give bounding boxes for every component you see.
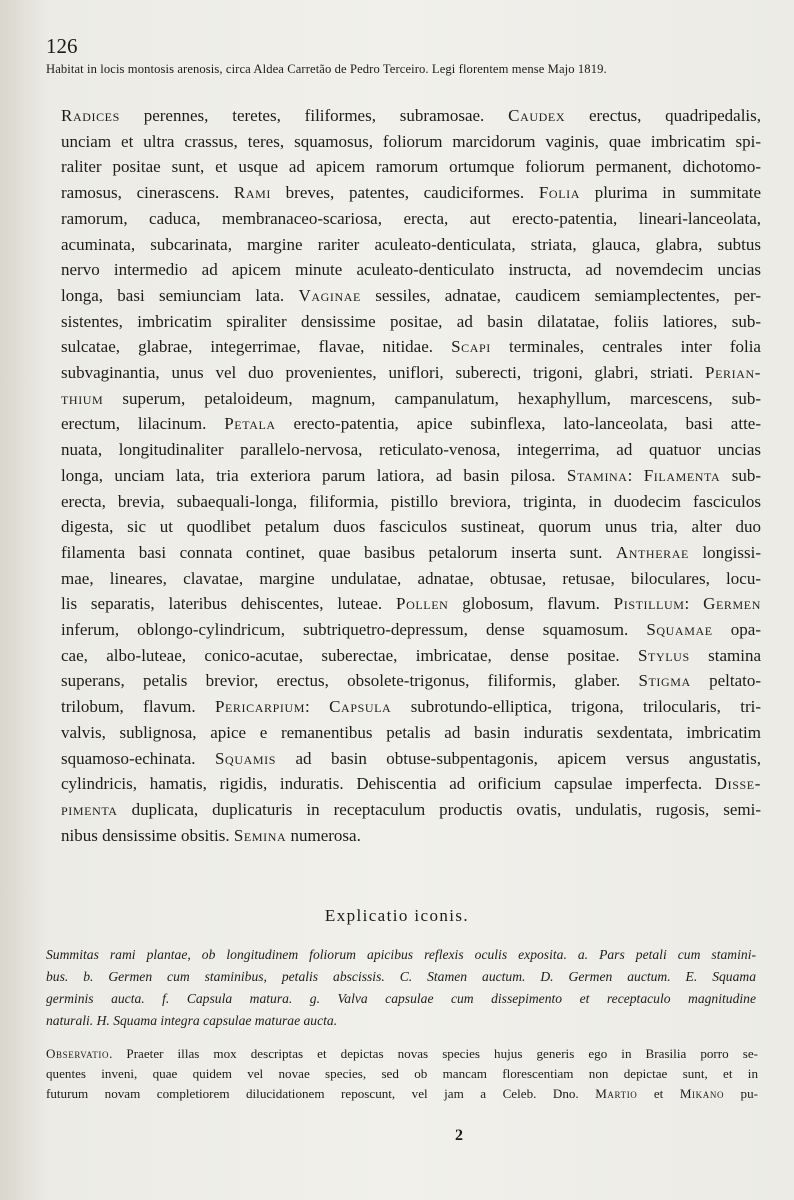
text-run: terminales, centrales inter folia [490, 337, 761, 357]
text-run: unciam et ultra crassus, teres, squamosus, foliorum marcidorum vaginis, quae imbricatim spi- [61, 131, 761, 151]
text-run: duplicata, duplicaturis in receptaculum productis ovatis, undulatis, rugosis, semi- [117, 799, 761, 819]
text-run: squamoso-echinata. [61, 748, 215, 768]
text-run: lis separatis, lateribus dehiscentes, luteae. [61, 594, 397, 614]
small-caps-term: Antherae [615, 542, 689, 562]
text-run: erectus, quadripedalis, [565, 106, 761, 125]
text-run: superans, petalis brevior, erectus, obsolete-trigonus, filiformis, glaber. [61, 671, 639, 691]
text-run: ramorum, caduca, membranaceo-scariosa, erecta, aut erecto-patentia, lineari-lanceolata, [61, 208, 761, 228]
small-caps-term: thium [61, 388, 104, 408]
small-caps-term: Germen [703, 594, 761, 614]
small-caps-term: pimenta [61, 799, 118, 819]
observation-paragraph [46, 1044, 758, 1104]
observatio-line [46, 1064, 758, 1084]
habitat-note: Habitat in locis montosis arenosis, circa Aldea Carretão de Pedro Terceiro. Legi florentem mense Majo 1819. [46, 62, 607, 76]
text-run: raliter positae sunt, et usque ad apicem ramorum ortumque foliorum permanent, dichotomo- [61, 157, 761, 177]
explanation-line: germinis aucta. f. Capsula matura. g. Valva capsulae cum dissepimento et receptaculo magnitudine [46, 991, 756, 1006]
small-caps-term: Pollen [396, 594, 449, 614]
small-caps-term: Vaginae [298, 285, 361, 305]
text-run: sub- [720, 465, 761, 485]
description-line [61, 386, 761, 412]
figure-explanation [46, 944, 756, 1032]
small-caps-term: Scapi [451, 337, 491, 357]
description-line [61, 334, 761, 360]
text-run: perennes, teretes, filiformes, subramosae. [119, 106, 509, 125]
small-caps-term: Semina [233, 825, 287, 845]
text-run: breves, patentes, caudiciformes. [270, 183, 539, 203]
text-run: peltato- [690, 671, 761, 691]
text-run: : [684, 594, 704, 614]
text-run: erecto-patentia, apice subinflexa, lato-lanceolata, basi atte- [275, 414, 762, 434]
text-run: subvaginantia, unus vel duo provenientes, uniflori, suberecti, trigoni, glabri, striati. [61, 363, 706, 383]
text-run: inferum, oblongo-cylindricum, subtriquetro-depressum, dense squamosum. [61, 620, 647, 640]
text-run: . Praeter illas mox descriptas et depictas novas species hujus generis ego in Brasilia porro se- [109, 1046, 758, 1061]
description-line [61, 771, 761, 797]
description-line [61, 129, 761, 155]
text-run: valvis, sublignosa, apice e remanentibus petalis ad basin induratis sexdentata, imbricatim [61, 722, 761, 742]
text-run: globosum, flavum. [448, 594, 614, 614]
small-caps-term: Petala [224, 414, 276, 434]
text-run: longa, basi semiunciam lata. [61, 285, 299, 305]
description-line [61, 823, 761, 849]
text-run: stamina [689, 645, 761, 665]
observatio-line [46, 1044, 758, 1064]
text-run: sulcatae, glabrae, integerrimae, flavae, nitidae. [61, 337, 452, 357]
small-caps-term: Perian- [705, 363, 761, 383]
small-caps-term: Squamae [646, 620, 713, 640]
small-caps-term: Capsula [329, 697, 392, 717]
text-run: sessiles, adnatae, caudicem semiamplectentes, per- [360, 285, 761, 305]
text-run: sistentes, imbricatim spiraliter densissime positae, ad basin dilatatae, foliis latiores, sub- [61, 311, 761, 331]
description-line [61, 643, 761, 669]
small-caps-term: Filamenta [643, 465, 721, 485]
small-caps-term: Caudex [508, 106, 566, 125]
text-run: subrotundo-elliptica, trigona, trilocularis, tri- [391, 697, 761, 717]
text-run: : [305, 697, 330, 717]
description-line [61, 206, 761, 232]
small-caps-term: Radices [61, 106, 120, 125]
text-run: digesta, sic ut quodlibet petalum duos fasciculos sustineat, quorum unus tria, alter duo [61, 517, 761, 537]
description-line [61, 694, 761, 720]
text-run: ad basin obtuse-subpentagonis, apicem versus angustatis, [276, 748, 761, 768]
text-run: nuata, longitudinaliter parallelo-nervosa, reticulato-venosa, integerrima, ad quatuor uncias [61, 440, 761, 460]
text-run: nibus densissime obsitis. [61, 825, 234, 845]
text-run: quentes inveni, quae quidem vel novae species, sed ob mancam florescentiam non depictae sunt, et in [46, 1066, 758, 1081]
small-caps-term: Rami [233, 183, 271, 203]
text-run: numerosa. [286, 825, 361, 845]
small-caps-term: Pericarpium [214, 697, 306, 717]
text-run: plurima in summitate [580, 183, 762, 203]
text-run: cylindricis, hamatis, rigidis, induratis. Dehiscentia ad orificium capsulae imperfecta. [61, 774, 715, 794]
description-line [61, 591, 761, 617]
explanation-line: bus. b. Germen cum staminibus, petalis abscissis. C. Stamen auctum. D. Germen auctum. E. Squama [46, 969, 756, 984]
small-caps-term: Squamis [215, 748, 276, 768]
small-caps-term: Stigma [638, 671, 691, 691]
small-caps-term: Stylus [638, 645, 690, 665]
description-line [61, 514, 761, 540]
small-caps-term: Folia [538, 183, 580, 203]
text-run: acuminata, subcarinata, margine rariter aculeato-denticulata, striata, glauca, glabra, subtus [61, 234, 761, 254]
explanation-line: naturali. H. Squama integra capsulae maturae aucta. [46, 1013, 338, 1028]
text-run: pu- [724, 1086, 759, 1101]
description-line [61, 103, 761, 129]
small-caps-term: Martio [595, 1086, 638, 1101]
signature-mark: 2 [455, 1127, 463, 1144]
description-line [61, 797, 761, 823]
text-run: longa, unciam lata, tria exteriora parum latiora, ad basin pilosa. [61, 465, 567, 485]
description-line [61, 257, 761, 283]
explanation-line: Summitas rami plantae, ob longitudinem foliorum apicibus reflexis oculis exposita. a. Pars petali cum stamini- [46, 947, 756, 962]
description-line [61, 463, 761, 489]
description-line [61, 309, 761, 335]
text-run: mae, lineares, clavatae, margine undulatae, adnatae, obtusae, retusae, biloculares, locu- [61, 568, 761, 588]
text-run: longissi- [688, 542, 761, 562]
text-run: : [627, 465, 644, 485]
small-caps-term: Observatio [46, 1046, 110, 1061]
text-run: superum, petaloideum, magnum, campanulatum, hexaphyllum, marcescens, sub- [103, 388, 761, 408]
description-line [61, 668, 761, 694]
text-run: futurum novam completiorem dilucidationem reposcunt, vel jam a Celeb. Dno. [46, 1086, 596, 1101]
description-line [61, 411, 761, 437]
description-line [61, 489, 761, 515]
description-line [61, 360, 761, 386]
description-line [61, 180, 761, 206]
text-run: et [637, 1086, 680, 1101]
text-run: filamenta basi connata continet, quae basibus petalorum inserta sunt. [61, 542, 616, 562]
description-line [61, 566, 761, 592]
page-number: 126 [46, 34, 78, 58]
observatio-line [46, 1084, 758, 1104]
description-line [61, 540, 761, 566]
description-line [61, 746, 761, 772]
text-run: ramosus, cinerascens. [61, 183, 234, 203]
small-caps-term: Stamina [566, 465, 628, 485]
text-run: nervo intermedio ad apicem minute aculeato-denticulato instructa, ad novemdecim uncias [61, 260, 761, 280]
description-line [61, 617, 761, 643]
section-heading: Explicatio iconis. [324, 906, 470, 925]
small-caps-term: Pistillum [613, 594, 685, 614]
description-line [61, 720, 761, 746]
text-run: opa- [712, 620, 761, 640]
description-line [61, 283, 761, 309]
species-description [61, 103, 761, 848]
description-line [61, 437, 761, 463]
small-caps-term: Mikano [679, 1086, 725, 1101]
text-run: erectum, lilacinum. [61, 414, 225, 434]
text-run: erecta, brevia, subaequali-longa, filiformia, pistillo breviora, triginta, in duodecim fasciculos [61, 491, 761, 511]
small-caps-term: Disse- [714, 774, 761, 794]
text-run: cae, albo-luteae, conico-acutae, suberectae, imbricatae, dense positae. [61, 645, 638, 665]
description-line [61, 232, 761, 258]
description-line [61, 154, 761, 180]
text-run: trilobum, flavum. [61, 697, 215, 717]
